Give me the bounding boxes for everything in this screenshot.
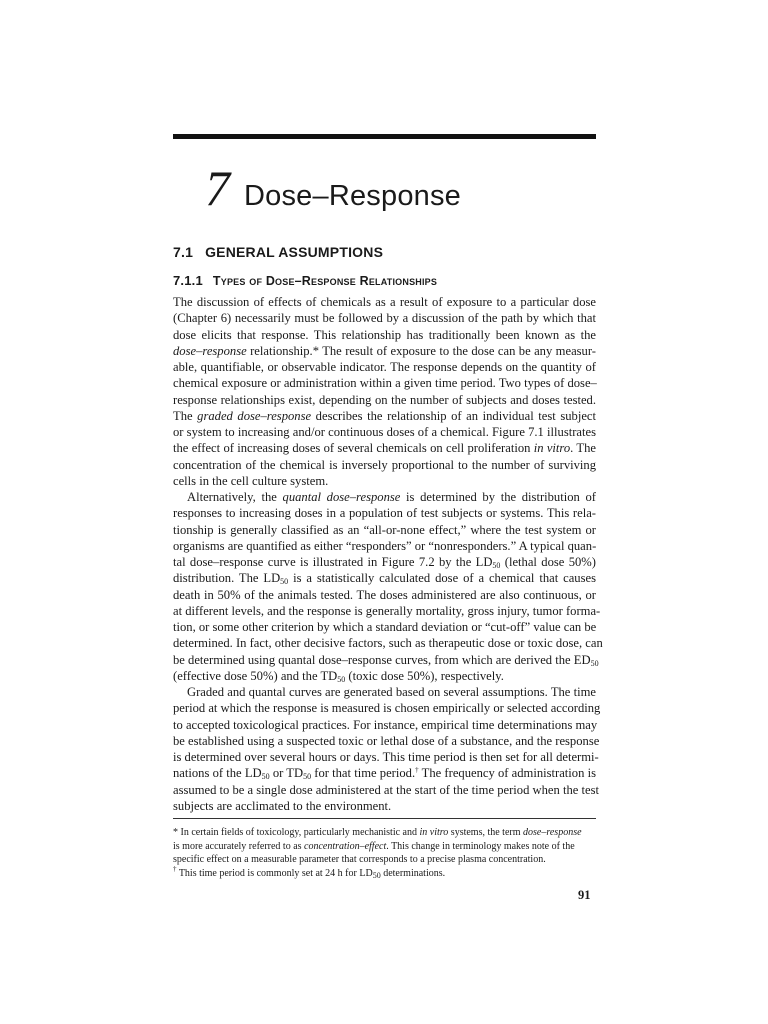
text-line: dose elicits that response. This relationship has traditionally been known as the [173, 327, 596, 342]
text-line: the effect of increasing doses of several chemicals on cell proliferation in vitro. The [173, 441, 596, 456]
footnote [173, 826, 596, 867]
subsection-heading [173, 273, 437, 288]
footnotes [173, 826, 596, 880]
text-line: subjects are acclimated to the environment. [173, 798, 392, 813]
text-line: dose–response relationship.* The result of exposure to the dose can be any measur- [173, 343, 596, 358]
text-line: death in 50% of the animals tested. The doses administered are also continuous, or [173, 587, 596, 602]
text-line: cells in the cell culture system. [173, 473, 329, 488]
text-line: able, quantifiable, or observable indicator. The response depends on the quantity of [173, 360, 596, 374]
text-line: nations of the $LD_{50}$ or $TD_{50}$ for that time period.† The frequency of administration is [173, 766, 596, 782]
text-line: organisms are quantified as either “responders” or “nonresponders.” A typical quan- [173, 538, 597, 553]
footnote-line: † This time period is commonly set at 24 h for $LD_{50}$ determinations. [173, 864, 446, 880]
section-heading [173, 244, 383, 260]
text-line: (effective dose 50%) and the $TD_{50}$ (toxic dose 50%), respectively. [173, 668, 504, 684]
subsection-number: 7.1.1 [173, 273, 203, 288]
section-number: 7.1 [173, 244, 194, 260]
footnote-line: * In certain fields of toxicology, particularly mechanistic and in vitro systems, the term dose–response [173, 827, 582, 838]
text-line: chemical exposure or administration within a given time period. Two types of dose– [173, 376, 597, 391]
text-line: be determined using quantal dose–response curves, from which are derived the $ED_{50}$ [173, 652, 599, 668]
footnote-line: is more accurately referred to as concentration–effect. This change in terminology makes note of the [173, 840, 575, 852]
subsection-title: Types of Dose–Response Relationships [212, 274, 438, 288]
paragraph [173, 684, 601, 814]
text-line: be established using a suspected toxic or lethal dose of a substance, and the response [173, 733, 600, 748]
text-line: concentration of the chemical is inversely proportional to the number of surviving [173, 457, 596, 472]
paragraph [173, 489, 603, 684]
chapter-number: 7 [205, 160, 230, 216]
text-line: determined. In fact, other decisive factors, such as therapeutic dose or toxic dose, can [173, 636, 603, 651]
text-line: The discussion of effects of chemicals as a result of exposure to a particular dose [173, 295, 596, 309]
body-text [173, 294, 603, 814]
text-line: period at which the response is measured is chosen empirically or selected according [173, 701, 601, 716]
text-line: The graded dose–response describes the relationship of an individual test subject [173, 408, 597, 423]
text-line: tal dose–response curve is illustrated in Figure 7.2 by the $LD_{50}$ (lethal dose 50%) [173, 555, 596, 570]
text-line: responses to increasing doses in a population of test subjects or systems. This rela- [173, 506, 596, 521]
chapter-title: Dose–Response [244, 180, 462, 212]
text-line: Graded and quantal curves are generated based on several assumptions. The time [187, 685, 596, 699]
text-line: tionship is generally classified as an “all-or-none effect,” where the test system or [173, 522, 596, 537]
footnote-rule [173, 818, 596, 819]
section-title: GENERAL ASSUMPTIONS [205, 244, 384, 260]
text-line: response relationships exist, depending on the number of subjects and doses tested. [173, 392, 596, 407]
page-number: 91 [578, 888, 591, 902]
text-line: Alternatively, the quantal dose–response is determined by the distribution of [187, 490, 596, 504]
text-line: tion, or some other criterion by which a standard deviation or “cut-off” value can be [173, 620, 597, 634]
text-line: distribution. The $LD_{50}$ is a statistically calculated dose of a chemical that causes [173, 571, 596, 587]
text-line: at different levels, and the response is generally mortality, gross injury, tumor forma- [173, 603, 601, 618]
chapter-heading [205, 160, 462, 223]
text-line: assumed to be a single dose administered at the start of the time period when the test [173, 782, 599, 797]
text-line: or system to increasing and/or continuous doses of a chemical. Figure 7.1 illustrates [173, 425, 596, 439]
chapter-rule [173, 134, 596, 139]
text-line: to accepted toxicological practices. For instance, empirical time determinations may [173, 717, 598, 732]
paragraph [173, 294, 596, 489]
footnote-line: specific effect on a measurable parameter that corresponds to a precise plasma concentration. [173, 854, 546, 865]
footnote [173, 864, 596, 881]
text-line: is determined over several hours or days. This time period is then set for all determi- [173, 750, 599, 764]
text-line: (Chapter 6) necessarily must be followed by a discussion of the path by which that [173, 311, 596, 326]
